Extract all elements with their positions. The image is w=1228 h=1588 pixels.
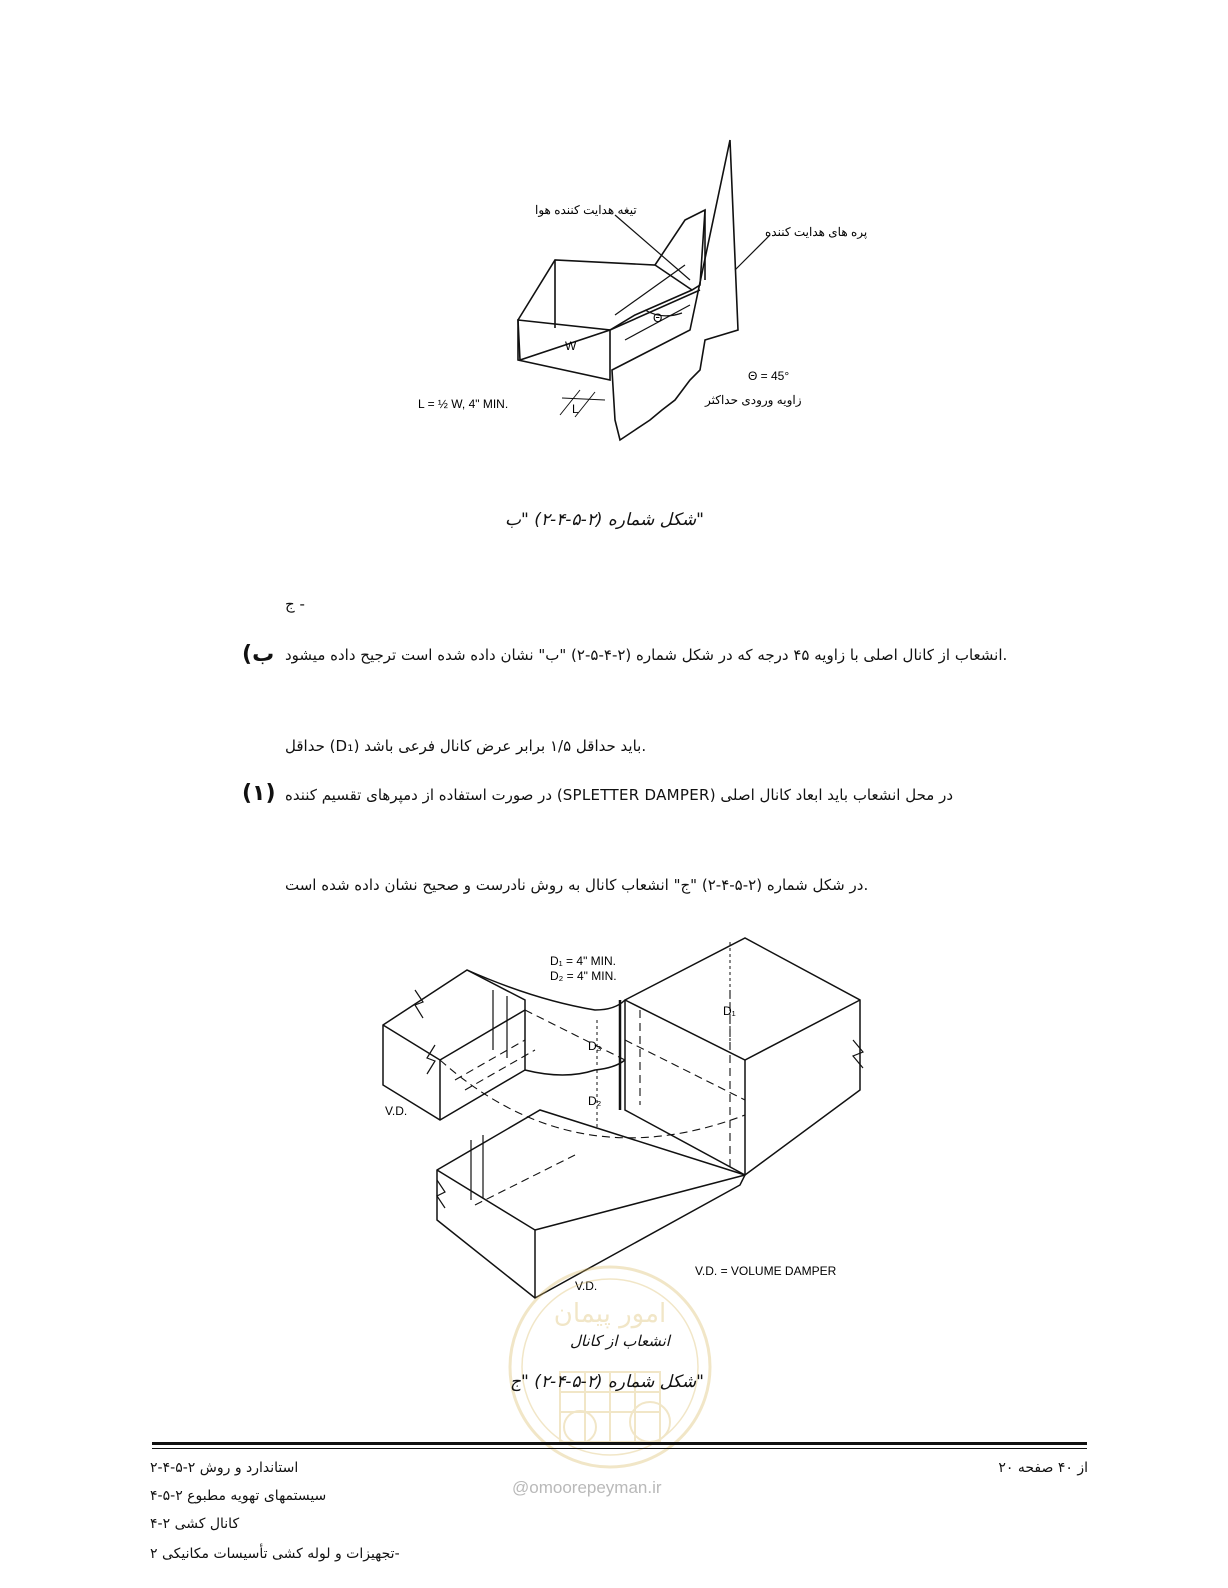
footer-line-2: سیستمهای تهویه مطبوع ۲-۵-۴ [150,1488,327,1504]
footer-page-number: ۲۰ از ۴۰ صفحه [998,1460,1088,1476]
item-b-text: انشعاب از کانال اصلی با زاویه ۴۵ درجه که در شکل شماره (۲-۴-۵-۲) "ب" نشان داده شده است ترجیح داده میشود. [285,646,1008,664]
figure-2-label-vd-1: V.D. [385,1104,408,1118]
figure-branch-45-degree [400,130,870,450]
watermark-brand: امور پیمان [553,1299,667,1329]
footer-line-1: استاندارد و روش ۲-۵-۴-۲ [150,1460,299,1476]
footer-line-3: کانال کشی ۲-۴ [150,1516,240,1532]
figure-branch-duct-damper [375,930,875,1310]
footer-rule [152,1442,1087,1445]
figure-1-theta-eq: Θ = 45° [748,369,790,383]
figure-1-W: W [565,339,577,353]
figure-2-label-D2: D₂ [588,1094,602,1108]
figure-2-drawing [375,930,875,1310]
figure-2-label-d1-min: D₁ = 4" MIN. [550,954,616,968]
figure-1-L: L [572,402,579,416]
figure-2-caption-top: انشعاب از کانال [570,1332,670,1350]
figure-2-legend: V.D. = VOLUME DAMPER [695,1264,837,1278]
item-1-line-1: در صورت استفاده از دمپرهای تقسیم کننده (SPLETTER DAMPER) در محل انشعاب باید ابعاد کانال اصلی [285,786,954,804]
figure-1-label-top: تیغه هدایت کننده هوا [535,203,637,217]
figure-2-label-D1: D₁ [723,1004,736,1018]
figure-2-label-D3: D₃ [588,1039,602,1053]
figure-1-caption: شکل شماره (۲-۵-۴-۲) "ب" [505,510,704,530]
watermark-seal-icon [505,1262,715,1472]
figure-1-label-bottom-right: زاویه ورودی حداکثر [705,393,802,407]
item-b-marker: (ب [242,642,275,667]
section-heading: ج - [285,595,305,613]
footer-line-4: تجهیزات و لوله کشی تأسیسات مکانیکی ۲- [150,1546,400,1562]
figure-2-caption: شکل شماره (۲-۵-۴-۲) "ج" [510,1372,704,1392]
figure-1-label-right: پره های هدایت کننده [765,225,868,239]
item-1-marker: (۱) [242,781,276,806]
figure-1-theta: Θ [653,311,663,325]
figure-2-label-d2-min: D₂ = 4" MIN. [550,969,617,983]
footer-rule-thin [152,1448,1087,1449]
watermark-url: @omoorepeyman.ir [512,1478,662,1497]
watermark-logo [505,1262,715,1472]
item-1-line-2: حداقل (D₁) باید حداقل ۱/۵ برابر عرض کانال فرعی باشد. [285,737,647,755]
figure-1-length-label: L = ½ W, 4" MIN. [418,397,509,411]
item-1-line-3: در شکل شماره (۲-۵-۴-۲) "ج" انشعاب کانال به روش نادرست و صحیح نشان داده شده است. [285,876,869,894]
figure-1-drawing [400,130,870,450]
figure-2-label-vd-2: V.D. [575,1279,598,1293]
